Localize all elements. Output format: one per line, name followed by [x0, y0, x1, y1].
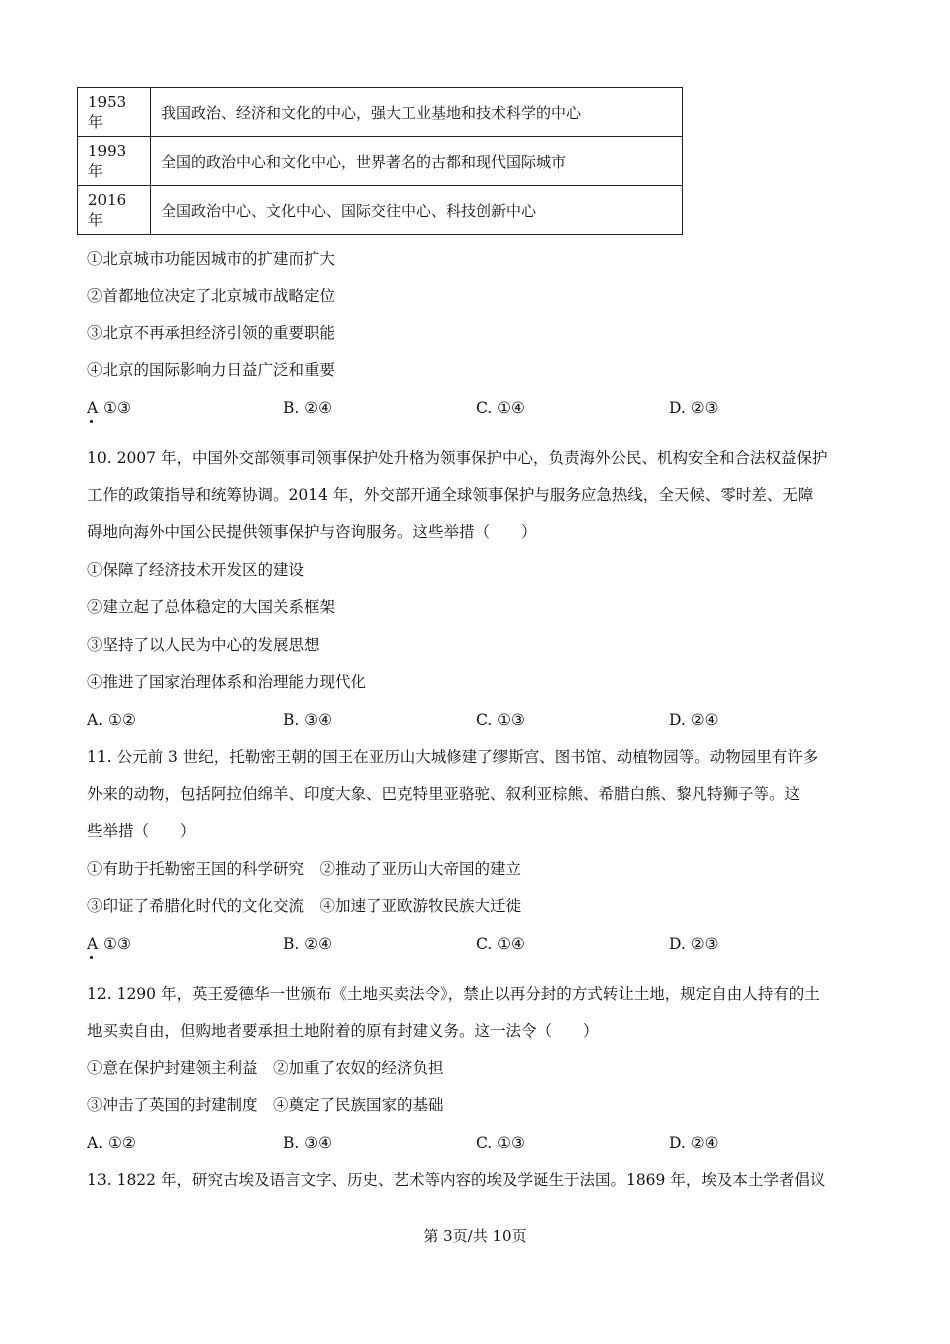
option-c[interactable]: C. ①④ — [476, 399, 525, 417]
q10-options — [87, 710, 867, 730]
q10-stem-line-1: 10. 2007 年，中国外交部领事司领事保护处升格为领事保护中心，负责海外公民、机构安全和合法权益保护 — [87, 449, 828, 467]
table-row — [78, 88, 683, 137]
q10-stem-line-2: 工作的政策指导和统筹协调。2014 年，外交部开通全球领事保护与服务应急热线，全天候、零时差、无障 — [87, 486, 814, 504]
option-a[interactable]: A. ①② — [87, 711, 136, 729]
year-cell: 1953 年 — [78, 88, 151, 137]
option-d[interactable]: D. ②④ — [669, 1134, 719, 1152]
option-d[interactable]: D. ②③ — [669, 399, 719, 417]
emphasis-dot — [90, 420, 93, 423]
year-cell: 1993 年 — [78, 137, 151, 186]
q12-stem-line-2: 地买卖自由，但购地者要承担土地附着的原有封建义务。这一法令（ ） — [87, 1022, 599, 1040]
q10-item-1: ①保障了经济技术开发区的建设 — [87, 561, 305, 579]
description-cell: 全国的政治中心和文化中心，世界著名的古都和现代国际城市 — [151, 137, 683, 186]
q11-item-row-1: ①有助于托勒密王国的科学研究 ②推动了亚历山大帝国的建立 — [87, 860, 522, 878]
option-c[interactable]: C. ①③ — [476, 1134, 525, 1152]
option-c[interactable]: C. ①③ — [476, 711, 525, 729]
q10-item-3: ③坚持了以人民为中心的发展思想 — [87, 636, 320, 654]
option-d[interactable]: D. ②④ — [669, 711, 719, 729]
description-cell: 全国政治中心、文化中心、国际交往中心、科技创新中心 — [151, 186, 683, 235]
page-number: 第 3页/共 10页 — [423, 1227, 527, 1245]
q12-item-row-1: ①意在保护封建领主利益 ②加重了农奴的经济负担 — [87, 1059, 444, 1077]
table-row — [78, 186, 683, 235]
emphasis-dot — [90, 956, 93, 959]
q9-item-4: ④北京的国际影响力日益广泛和重要 — [87, 361, 336, 379]
q9-item-1: ①北京城市功能因城市的扩建而扩大 — [87, 250, 336, 268]
option-b[interactable]: B. ③④ — [283, 711, 333, 729]
option-b[interactable]: B. ②④ — [283, 399, 333, 417]
q11-item-row-2: ③印证了希腊化时代的文化交流 ④加速了亚欧游牧民族大迁徙 — [87, 897, 522, 915]
q11-stem-line-3: 些举措（ ） — [87, 822, 196, 840]
q9-options — [87, 398, 867, 418]
q10-item-4: ④推进了国家治理体系和治理能力现代化 — [87, 673, 367, 691]
q11-stem-line-2: 外来的动物，包括阿拉伯绵羊、印度大象、巴克特里亚骆驼、叙利亚棕熊、希腊白熊、黎凡特狮子等。这 — [87, 785, 801, 803]
q13-stem-line-1: 13. 1822 年，研究古埃及语言文字、历史、艺术等内容的埃及学诞生于法国。1869 年，埃及本土学者倡议 — [87, 1171, 826, 1189]
q9-item-2: ②首都地位决定了北京城市战略定位 — [87, 287, 336, 305]
q10-stem-line-3: 碍地向海外中国公民提供领事保护与咨询服务。这些举措（ ） — [87, 523, 537, 541]
q12-item-row-2: ③冲击了英国的封建制度 ④奠定了民族国家的基础 — [87, 1096, 444, 1114]
q10-item-2: ②建立起了总体稳定的大国关系框架 — [87, 598, 336, 616]
description-cell: 我国政治、经济和文化的中心，强大工业基地和技术科学的中心 — [151, 88, 683, 137]
q9-item-3: ③北京不再承担经济引领的重要职能 — [87, 324, 336, 342]
option-c[interactable]: C. ①④ — [476, 935, 525, 953]
q11-stem-line-1: 11. 公元前 3 世纪，托勒密王朝的国王在亚历山大城修建了缪斯宫、图书馆、动植物园等。动物园里有许多 — [87, 748, 819, 766]
option-a[interactable]: A. ①② — [87, 1134, 136, 1152]
option-b[interactable]: B. ②④ — [283, 935, 333, 953]
q11-options — [87, 934, 867, 954]
table-row — [78, 137, 683, 186]
option-a[interactable]: A ①③ — [87, 935, 131, 953]
option-b[interactable]: B. ③④ — [283, 1134, 333, 1152]
option-d[interactable]: D. ②③ — [669, 935, 719, 953]
year-cell: 2016 年 — [78, 186, 151, 235]
option-a[interactable]: A ①③ — [87, 399, 131, 417]
beijing-positioning-table — [77, 87, 683, 235]
q12-stem-line-1: 12. 1290 年，英王爱德华一世颁布《土地买卖法令》，禁止以再分封的方式转让土地，规定自由人持有的土 — [87, 985, 820, 1003]
q12-options — [87, 1133, 867, 1153]
